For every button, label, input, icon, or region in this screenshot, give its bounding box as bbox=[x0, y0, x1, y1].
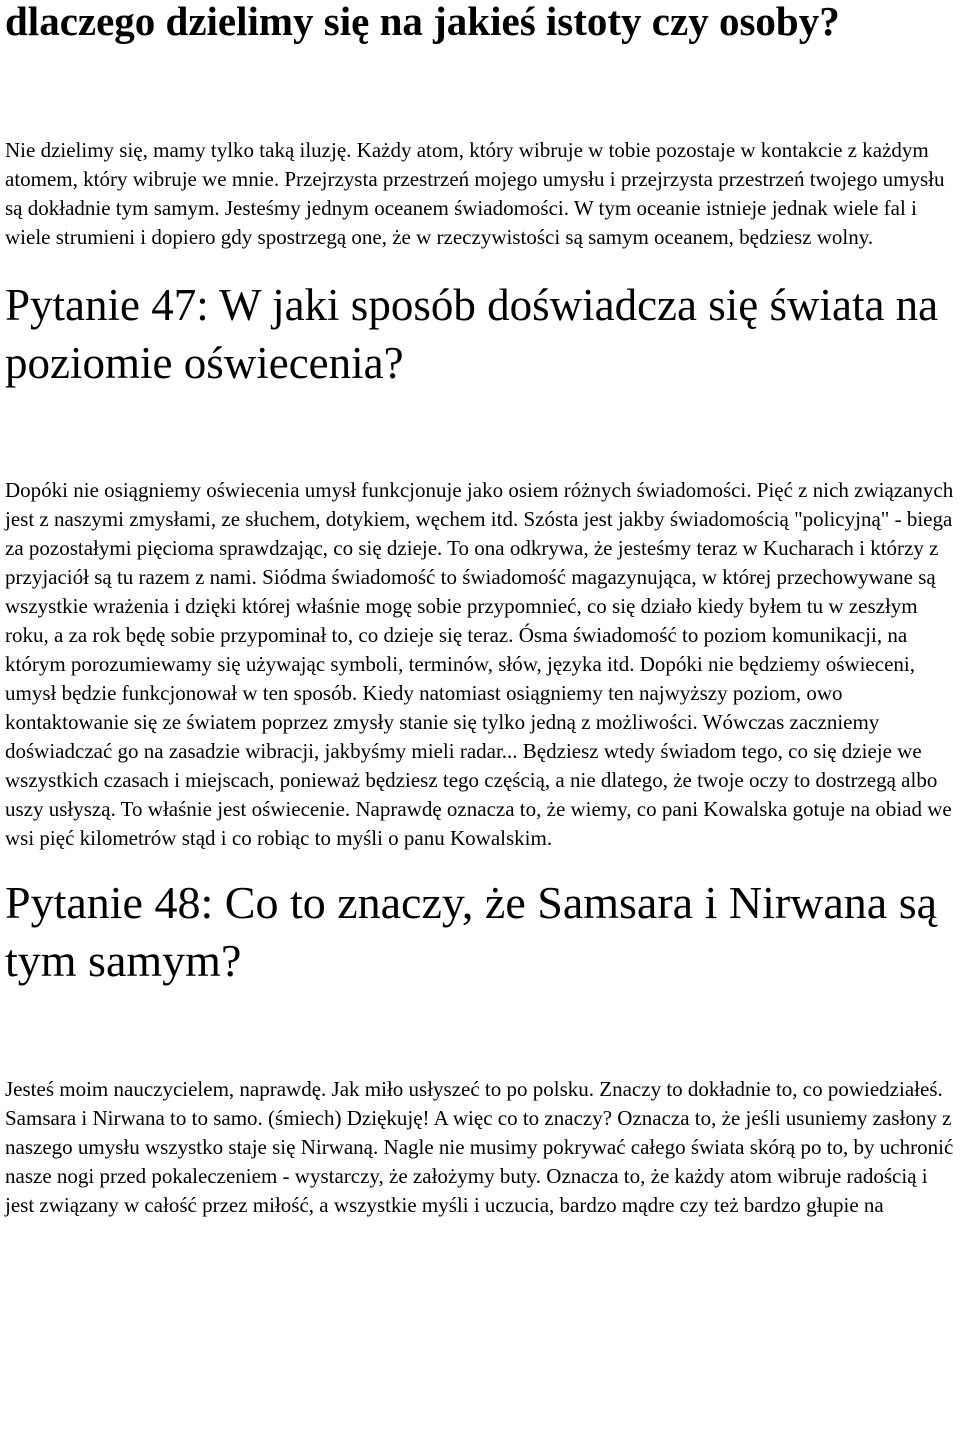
heading-question-continued: dlaczego dzielimy się na jakieś istoty czy osoby? bbox=[5, 0, 840, 44]
answer-paragraph-47: Dopóki nie osiągniemy oświecenia umysł funkcjonuje jako osiem różnych świadomości. Pięć z nich związanych jest z naszymi zmysłami, ze słuchem, dotykiem, węchem itd. Szósta jest jakby świadomością "policyjną" - biega za pozostałymi pięcioma sprawdzając, co się dzieje. To ona odkrywa, że jesteśmy teraz w Kucharach i którzy z przyjaciół są tu razem z nami. Siódma świadomość to świadomość magazynująca, w której przechowywane są wszystkie wrażenia i dzięki której właśnie mogę sobie przypomnieć, co się działo kiedy byłem tu w zeszłym roku, a za rok będę sobie przypominał to, co dzieje się teraz. Ósma świadomość to poziom komunikacji, na którym porozumiewamy się używając symboli, terminów, słów, języka itd. Dopóki nie będziemy oświeceni, umysł będzie funkcjonował w ten sposób. Kiedy natomiast osiągniemy ten najwyższy poziom, owo kontaktowanie się ze światem poprzez zmysły stanie się tylko jedną z możliwości. Wówczas zaczniemy doświadczać go na zasadzie wibracji, jakbyśmy mieli radar... Będziesz wtedy świadom tego, co się dzieje we wszystkich czasach i miejscach, ponieważ będziesz tego częścią, a nie dlatego, że twoje oczy to dostrzegą albo uszy usłyszą. To właśnie jest oświecenie. Naprawdę oznacza to, że wiemy, co pani Kowalska gotuje na obiad we wsi pięć kilometrów stąd i co robiąc to myśli o panu Kowalskim. bbox=[5, 478, 954, 850]
heading-question-48: Pytanie 48: Co to znaczy, że Samsara i Nirwana są tym samym? bbox=[5, 877, 938, 986]
answer-paragraph-48: Jesteś moim nauczycielem, naprawdę. Jak miło usłyszeć to po polsku. Znaczy to dokładnie to, co powiedziałeś. Samsara i Nirwana to to samo. (śmiech) Dziękuję! A więc co to znaczy? Oznacza to, że jeśli usuniemy zasłony z naszego umysłu wszystko staje się Nirwaną. Nagle nie musimy pokrywać całego świata skórą po to, by uchronić nasze nogi przed pokaleczeniem - wystarczy, że założymy buty. Oznacza to, że każdy atom wibruje radością i jest związany w całość przez miłość, a wszystkie myśli i uczucia, bardzo mądre czy też bardzo głupie na bbox=[5, 1077, 954, 1217]
document-page bbox=[5, 0, 959, 1220]
answer-paragraph-1: Nie dzielimy się, mamy tylko taką iluzję. Każdy atom, który wibruje w tobie pozostaje w kontakcie z każdym atomem, który wibruje we mnie. Przejrzysta przestrzeń mojego umysłu i przejrzysta przestrzeń twojego umysłu są dokładnie tym samym. Jesteśmy jednym oceanem świadomości. W tym oceanie istnieje jednak wiele fal i wiele strumieni i dopiero gdy spostrzegą one, że w rzeczywistości są samym oceanem, będziesz wolny. bbox=[5, 138, 945, 249]
heading-question-47: Pytanie 47: W jaki sposób doświadcza się świata na poziomie oświecenia? bbox=[5, 280, 939, 388]
